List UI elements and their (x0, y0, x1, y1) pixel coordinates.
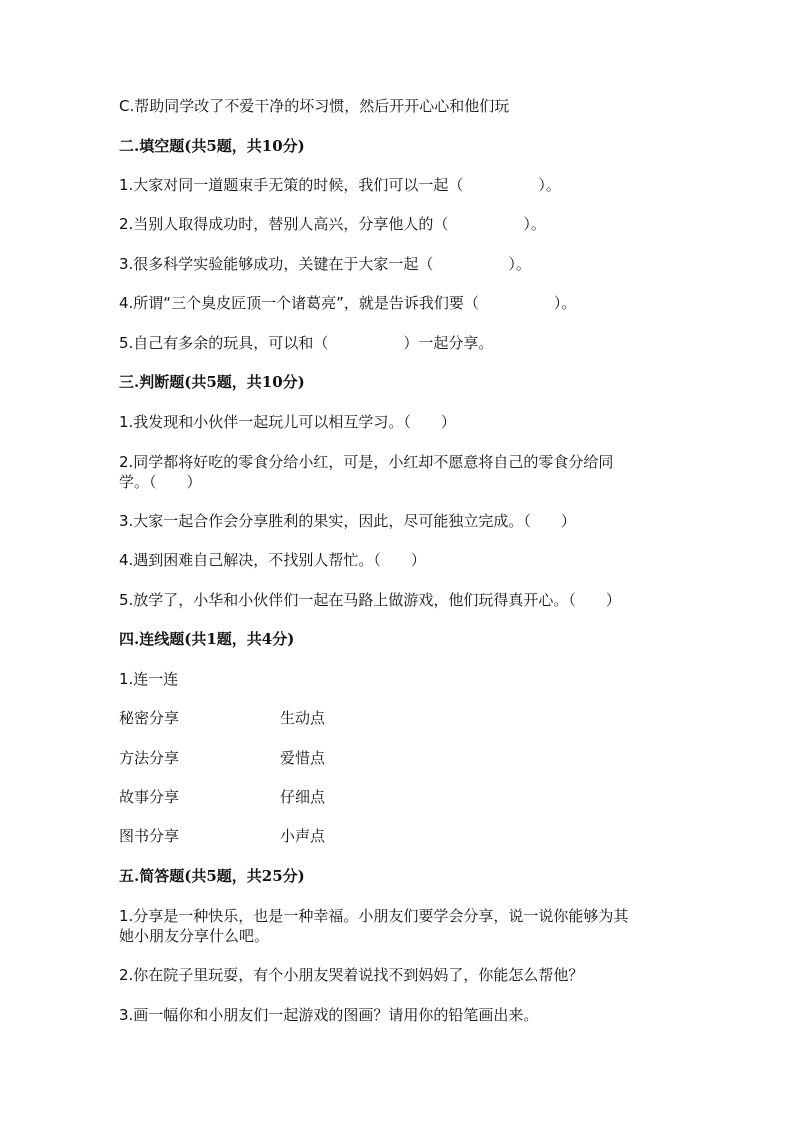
match-right-item: 生动点 (280, 709, 326, 727)
judge-question-1: 1.我发现和小伙伴一起玩儿可以相互学习。（ ） (119, 413, 456, 431)
fill-question-5: 5.自己有多余的玩具，可以和（ ）一起分享。 (119, 334, 494, 352)
match-right-item: 小声点 (280, 827, 326, 845)
fill-question-4: 4.所谓“三个臭皮匠顶一个诸葛亮”，就是告诉我们要（ ）。 (119, 294, 577, 312)
match-left-item: 秘密分享 (119, 709, 180, 727)
match-right-item: 仔细点 (280, 788, 326, 806)
option-c: C.帮助同学改了不爱干净的坏习惯，然后开开心心和他们玩 (119, 97, 510, 115)
section-4-heading: 四.连线题(共1题，共4分) (119, 630, 295, 648)
match-right-item: 爱惜点 (280, 749, 326, 767)
match-question-1: 1.连一连 (119, 670, 179, 688)
short-question-3: 3.画一幅你和小朋友们一起游戏的图画？请用你的铅笔画出来。 (119, 1006, 539, 1024)
match-left-item: 图书分享 (119, 827, 180, 845)
short-question-1-line-1: 1.分享是一种快乐，也是一种幸福。小朋友们要学会分享，说一说你能够为其 (119, 907, 629, 925)
short-question-1-line-2: 她小朋友分享什么吧。 (119, 927, 270, 945)
judge-question-4: 4.遇到困难自己解决，不找别人帮忙。（ ） (119, 551, 426, 569)
short-question-2: 2.你在院子里玩耍，有个小朋友哭着说找不到妈妈了，你能怎么帮他？ (119, 966, 584, 984)
fill-question-1: 1.大家对同一道题束手无策的时候，我们可以一起（ ）。 (119, 176, 561, 194)
judge-question-2-line-2: 学。（ ） (119, 473, 202, 491)
judge-question-3: 3.大家一起合作会分享胜利的果实，因此，尽可能独立完成。（ ） (119, 512, 576, 530)
match-left-item: 故事分享 (119, 788, 180, 806)
section-2-heading: 二.填空题(共5题，共10分) (119, 137, 305, 155)
section-5-heading: 五.简答题(共5题，共25分) (119, 867, 305, 885)
judge-question-5: 5.放学了，小华和小伙伴们一起在马路上做游戏，他们玩得真开心。（ ） (119, 591, 621, 609)
match-left-item: 方法分享 (119, 749, 180, 767)
judge-question-2-line-1: 2.同学都将好吃的零食分给小红，可是，小红却不愿意将自己的零食分给同 (119, 453, 614, 471)
fill-question-3: 3.很多科学实验能够成功，关键在于大家一起（ ）。 (119, 255, 531, 273)
fill-question-2: 2.当别人取得成功时，替别人高兴，分享他人的（ ）。 (119, 215, 546, 233)
section-3-heading: 三.判断题(共5题，共10分) (119, 373, 305, 391)
